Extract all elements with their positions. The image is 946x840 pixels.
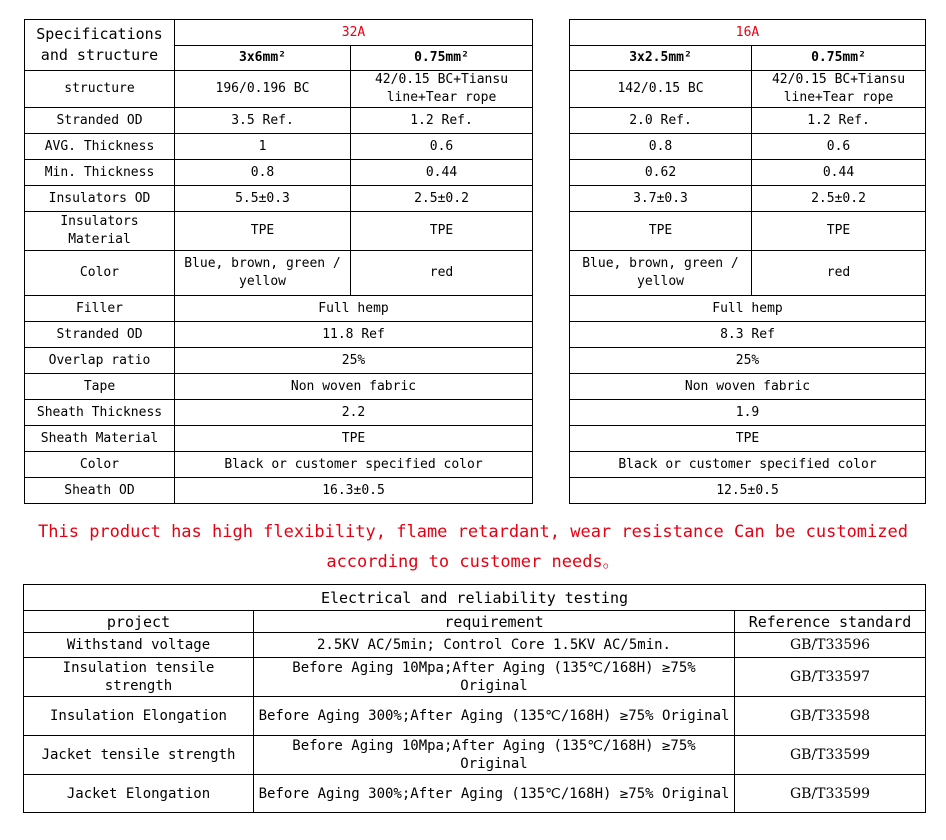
spec-row <box>570 160 926 186</box>
test-standard: GB/T33598 <box>735 697 926 736</box>
header-requirement: requirement <box>254 611 735 633</box>
spec-cell-merged: 25% <box>570 348 926 374</box>
spec-row <box>25 108 533 134</box>
spec-cell-merged: TPE <box>570 426 926 452</box>
spec-cell-merged: 25% <box>175 348 533 374</box>
test-requirement: Before Aging 10Mpa;After Aging (135℃/168H) ≥75% Original <box>254 658 735 697</box>
spec-row-label: Sheath Material <box>25 426 175 452</box>
spec-cell-merged: 8.3 Ref <box>570 322 926 348</box>
spec-cell: 2.5±0.2 <box>752 186 926 212</box>
spec-row <box>25 296 533 322</box>
spec-row-label: structure <box>25 71 175 108</box>
test-standard: GB/T33596 <box>735 633 926 658</box>
testing-table <box>23 584 926 813</box>
spec-cell: 1 <box>175 134 351 160</box>
spec-cell-merged: Black or customer specified color <box>570 452 926 478</box>
spec-row-label: Insulators OD <box>25 186 175 212</box>
spec-row <box>25 212 533 251</box>
spec-cell: red <box>351 251 533 296</box>
spec-cell: 0.62 <box>570 160 752 186</box>
test-row <box>24 775 926 813</box>
test-standard: GB/T33599 <box>735 736 926 775</box>
test-standard: GB/T33597 <box>735 658 926 697</box>
spec-cell-merged: 12.5±0.5 <box>570 478 926 504</box>
spec-cell-merged: Full hemp <box>570 296 926 322</box>
group-title-16a: 16A <box>570 20 926 46</box>
col-head-3x6: 3x6mm² <box>175 46 351 71</box>
spec-header-label: Specifications and structure <box>25 20 175 71</box>
spec-cell-merged: 1.9 <box>570 400 926 426</box>
test-project: Withstand voltage <box>24 633 254 658</box>
spec-row-label: Color <box>25 251 175 296</box>
spec-cell: 1.2 Ref. <box>351 108 533 134</box>
spec-cell: Blue, brown, green / yellow <box>570 251 752 296</box>
spec-row <box>25 186 533 212</box>
spec-row-label: Insulators Material <box>25 212 175 251</box>
spec-cell: 1.2 Ref. <box>752 108 926 134</box>
note-line-1: This product has high flexibility, flame retardant, wear resistance Can be customized <box>38 522 908 542</box>
product-note <box>0 517 946 577</box>
spec-cell-merged: 11.8 Ref <box>175 322 533 348</box>
test-project: Insulation tensile strength <box>24 658 254 697</box>
spec-row <box>25 426 533 452</box>
spec-row <box>25 478 533 504</box>
spec-row-label: Color <box>25 452 175 478</box>
spec-cell: 2.0 Ref. <box>570 108 752 134</box>
spec-row <box>570 400 926 426</box>
spec-row <box>25 452 533 478</box>
spec-cell: 3.7±0.3 <box>570 186 752 212</box>
spec-row <box>570 374 926 400</box>
spec-cell: 0.6 <box>752 134 926 160</box>
test-project: Jacket Elongation <box>24 775 254 813</box>
spec-row <box>25 400 533 426</box>
spec-row <box>25 134 533 160</box>
spec-cell: 142/0.15 BC <box>570 71 752 108</box>
spec-cell-merged: Non woven fabric <box>570 374 926 400</box>
spec-cell-merged: Full hemp <box>175 296 533 322</box>
spec-cell-merged: TPE <box>175 426 533 452</box>
test-requirement: 2.5KV AC/5min; Control Core 1.5KV AC/5min. <box>254 633 735 658</box>
spec-cell: 0.44 <box>752 160 926 186</box>
test-requirement: Before Aging 10Mpa;After Aging (135℃/168H) ≥75% Original <box>254 736 735 775</box>
spec-row <box>570 186 926 212</box>
spec-cell: 3.5 Ref. <box>175 108 351 134</box>
test-row <box>24 658 926 697</box>
spec-table-16a <box>569 19 926 504</box>
spec-cell: 196/0.196 BC <box>175 71 351 108</box>
test-project: Insulation Elongation <box>24 697 254 736</box>
spec-cell: TPE <box>752 212 926 251</box>
spec-row-label: Sheath OD <box>25 478 175 504</box>
test-row <box>24 633 926 658</box>
spec-cell: 0.6 <box>351 134 533 160</box>
spec-cell: 0.44 <box>351 160 533 186</box>
header-project: project <box>24 611 254 633</box>
spec-row <box>25 160 533 186</box>
spec-row <box>570 426 926 452</box>
spec-row <box>25 322 533 348</box>
spec-cell-merged: Non woven fabric <box>175 374 533 400</box>
testing-title: Electrical and reliability testing <box>24 585 926 611</box>
spec-cell: 42/0.15 BC+Tiansu line+Tear rope <box>351 71 533 108</box>
spec-row <box>570 296 926 322</box>
test-standard: GB/T33599 <box>735 775 926 813</box>
spec-cell: Blue, brown, green / yellow <box>175 251 351 296</box>
spec-cell: 0.8 <box>175 160 351 186</box>
spec-cell: 5.5±0.3 <box>175 186 351 212</box>
spec-row <box>570 71 926 108</box>
spec-table-32a <box>24 19 533 504</box>
spec-row <box>25 71 533 108</box>
spec-cell: TPE <box>570 212 752 251</box>
spec-row <box>25 251 533 296</box>
test-row <box>24 697 926 736</box>
spec-cell: 42/0.15 BC+Tiansu line+Tear rope <box>752 71 926 108</box>
spec-cell: TPE <box>351 212 533 251</box>
spec-row-label: Stranded OD <box>25 322 175 348</box>
spec-cell-merged: 2.2 <box>175 400 533 426</box>
spec-row <box>25 374 533 400</box>
col-head-3x2-5: 3x2.5mm² <box>570 46 752 71</box>
spec-row-label: Min. Thickness <box>25 160 175 186</box>
spec-row-label: Tape <box>25 374 175 400</box>
spec-cell: TPE <box>175 212 351 251</box>
spec-row-label: Overlap ratio <box>25 348 175 374</box>
spec-cell: 0.8 <box>570 134 752 160</box>
spec-cell-merged: Black or customer specified color <box>175 452 533 478</box>
spec-row <box>570 134 926 160</box>
group-title-32a: 32A <box>175 20 533 46</box>
spec-row-label: AVG. Thickness <box>25 134 175 160</box>
spec-row-label: Stranded OD <box>25 108 175 134</box>
spec-row <box>570 108 926 134</box>
col-head-075: 0.75mm² <box>351 46 533 71</box>
col-head-075-r: 0.75mm² <box>752 46 926 71</box>
test-requirement: Before Aging 300%;After Aging (135℃/168H) ≥75% Original <box>254 697 735 736</box>
spec-row <box>570 478 926 504</box>
header-standard: Reference standard <box>735 611 926 633</box>
spec-cell: 2.5±0.2 <box>351 186 533 212</box>
test-requirement: Before Aging 300%;After Aging (135℃/168H) ≥75% Original <box>254 775 735 813</box>
spec-row-label: Filler <box>25 296 175 322</box>
note-line-2: according to customer needs。 <box>326 552 620 572</box>
spec-row <box>25 348 533 374</box>
spec-cell: red <box>752 251 926 296</box>
spec-row-label: Sheath Thickness <box>25 400 175 426</box>
spec-cell-merged: 16.3±0.5 <box>175 478 533 504</box>
spec-row <box>570 251 926 296</box>
spec-row <box>570 452 926 478</box>
spec-row <box>570 322 926 348</box>
spec-row <box>570 212 926 251</box>
spec-row <box>570 348 926 374</box>
test-project: Jacket tensile strength <box>24 736 254 775</box>
test-row <box>24 736 926 775</box>
